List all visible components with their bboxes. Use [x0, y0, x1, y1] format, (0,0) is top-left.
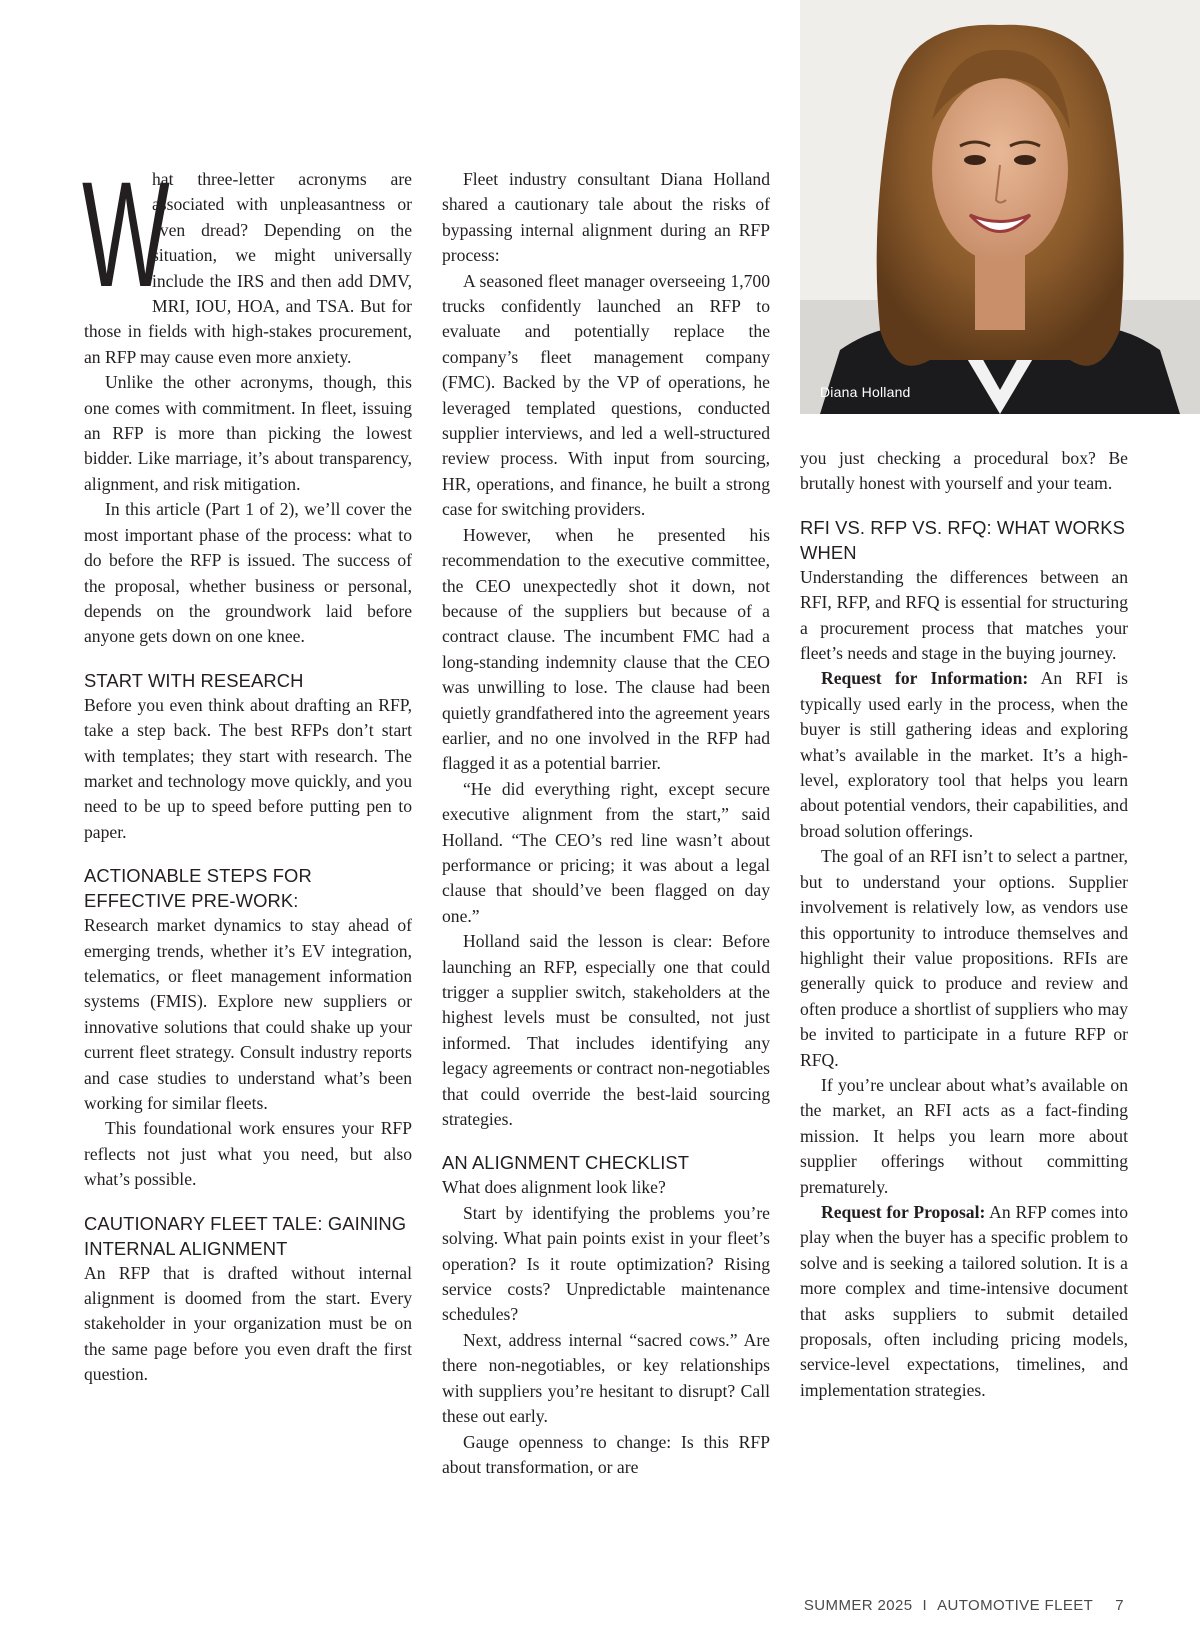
column-1: [82, 150, 412, 1388]
heading-actionable-steps: ACTIONABLE STEPS FOR EFFECTIVE PRE-WORK:: [84, 865, 312, 912]
drop-cap: W: [82, 150, 170, 318]
column-2: [442, 167, 770, 1480]
paragraph-quote: “He did everything right, except secure executive alignment from the start,” said Holland. “The CEO’s red line wasn’t about performance or pricing; it was about a legal clause that should’ve been flagged on day one.”: [442, 778, 770, 926]
paragraph-ceo: However, when he presented his recommendation to the executive committee, the CEO unexpectedly shot it down, not because of the suppliers but because of a contract clause. The incumbent FMC had a long-standing indemnity clause that the CEO was unwilling to lose. The clause had been quietly grandfathered into the agreement years earlier, and no one involved in the RFP had flagged it as a potential barrier.: [442, 524, 770, 774]
portrait-photo: [800, 0, 1200, 414]
page-footer: [804, 1597, 1124, 1614]
paragraph-research: Before you even think about drafting an RFP, take a step back. The best RFPs don’t start with templates; they start with research. The market and technology move quickly, and you need to be up to speed before putting pen to paper.: [84, 694, 412, 842]
paragraph-unclear: If you’re unclear about what’s available on the market, an RFI acts as a fact-finding mission. It helps you learn more about supplier offerings without committing prematurely.: [800, 1074, 1128, 1197]
heading-cautionary-tale: CAUTIONARY FLEET TALE: GAINING INTERNAL ALIGNMENT: [84, 1212, 407, 1259]
paragraph-cautionary: An RFP that is drafted without internal alignment is doomed from the start. Every stakeholder in your organization must be on the same page before you even draft the first question.: [84, 1262, 412, 1385]
paragraph-problems: Start by identifying the problems you’re solving. What pain points exist in your fleet’s operation? Is it route optimization? Rising service costs? Unpredictable maintenance schedules?: [442, 1202, 770, 1325]
rfp-text: An RFP comes into play when the buyer has a specific problem to solve and is seeking a tailored solution. It is a more complex and time-intensive document that asks suppliers to submit detailed proposals, often including pricing models, service-level expectations, timelines, and implementation strategies.: [800, 1201, 1128, 1400]
paragraph-commitment: Unlike the other acronyms, though, this one comes with commitment. In fleet, issuing an RFP is more than picking the lowest bidder. Like marriage, it’s about transparency, alignment, and risk mitigation.: [84, 372, 412, 494]
paragraph-rfi-goal: The goal of an RFI isn’t to select a partner, but to understand your options. Supplier involvement is relatively low, as vendors use this opportunity to introduce themselves and highlight their value propositions. RFIs are generally quick to produce and review and often produce a shortlist of suppliers who may be invited to participate in a future RFP or RFQ.: [800, 846, 1128, 1070]
paragraph-sacred-cows: Next, address internal “sacred cows.” Are there non-negotiables, or key relationships with suppliers you’re hesitant to disrupt? Call these out early.: [442, 1329, 770, 1427]
intro-paragraph: [82, 150, 412, 370]
heading-alignment-checklist: AN ALIGNMENT CHECKLIST: [442, 1152, 690, 1174]
rfi-text: An RFI is typically used early in the process, when the buyer is still gathering ideas and exploring what’s available in the market. It’s a high-level, exploratory tool that helps you learn about potential vendors, their capabilities, and broad solution offerings.: [800, 668, 1128, 841]
page-number: 7: [1115, 1597, 1124, 1614]
portrait-illustration: [800, 0, 1200, 414]
paragraph-lesson: Holland said the lesson is clear: Before launching an RFP, especially one that could trigger a supplier switch, stakeholders at the highest levels must be consulted, not just informed. That includes identifying any legacy agreements or contract non-negotiables that could override the best-laid sourcing strategies.: [442, 931, 770, 1130]
issue-label: SUMMER 2025: [803, 1597, 913, 1614]
heading-rfi-rfp-rfq: RFI VS. RFP VS. RFQ: WHAT WORKS WHEN: [800, 516, 1125, 563]
paragraph-procedural-box: you just checking a procedural box? Be brutally honest with yourself and your team.: [800, 448, 1128, 494]
footer-separator: I: [922, 1597, 928, 1614]
paragraph-request-for-proposal: [800, 1200, 1128, 1403]
paragraph-openness: Gauge openness to change: Is this RFP about transformation, or are: [442, 1431, 770, 1477]
paragraph-foundation: This foundational work ensures your RFP reflects not just what you need, but also what’s possible.: [84, 1118, 412, 1190]
paragraph-request-for-information: [800, 666, 1128, 844]
photo-caption: Diana Holland: [820, 384, 911, 400]
intro-text: hat three-letter acronyms are associated with unpleasantness or even dread? Depending on the situation, we might universally include the IRS and then add DMV, MRI, IOU, HOA, and TSA. But for those in fields with high-stakes procurement, an RFP may cause even more anxiety.: [84, 169, 412, 367]
magazine-name: AUTOMOTIVE FLEET: [937, 1597, 1094, 1614]
paragraph-steps: Research market dynamics to stay ahead of emerging trends, whether it’s EV integration, telematics, or fleet management information systems (FMIS). Explore new suppliers or innovative solutions that could shake up your current fleet strategy. Consult industry reports and case studies to understand what’s been working for similar fleets.: [84, 915, 412, 1113]
paragraph-checklist-question: What does alignment look like?: [442, 1177, 666, 1198]
paragraph-fleet-manager: A seasoned fleet manager overseeing 1,700 trucks confidently launched an RFP to evaluate and potentially replace the company’s fleet management company (FMC). Backed by the VP of operations, he leveraged templated questions, conducted supplier interviews, and led a well-structured review process. With input from sourcing, HR, operations, and finance, he built a strong case for switching providers.: [442, 270, 770, 520]
rfp-label: Request for Proposal:: [821, 1201, 986, 1222]
paragraph-holland-intro: Fleet industry consultant Diana Holland shared a cautionary tale about the risks of bypassing internal alignment during an RFP process:: [442, 169, 770, 266]
paragraph-differences: Understanding the differences between an RFI, RFP, and RFQ is essential for structuring a procurement process that matches your fleet’s needs and stage in the buying journey.: [800, 566, 1128, 664]
paragraph-part1: In this article (Part 1 of 2), we’ll cover the most important phase of the process: what to do before the RFP is issued. The success of the proposal, whether business or personal, depends on the groundwork laid before anyone gets down on one knee.: [84, 499, 412, 647]
heading-start-with-research: START WITH RESEARCH: [84, 669, 304, 691]
column-3: [800, 446, 1128, 1403]
rfi-label: Request for Information:: [821, 668, 1029, 689]
